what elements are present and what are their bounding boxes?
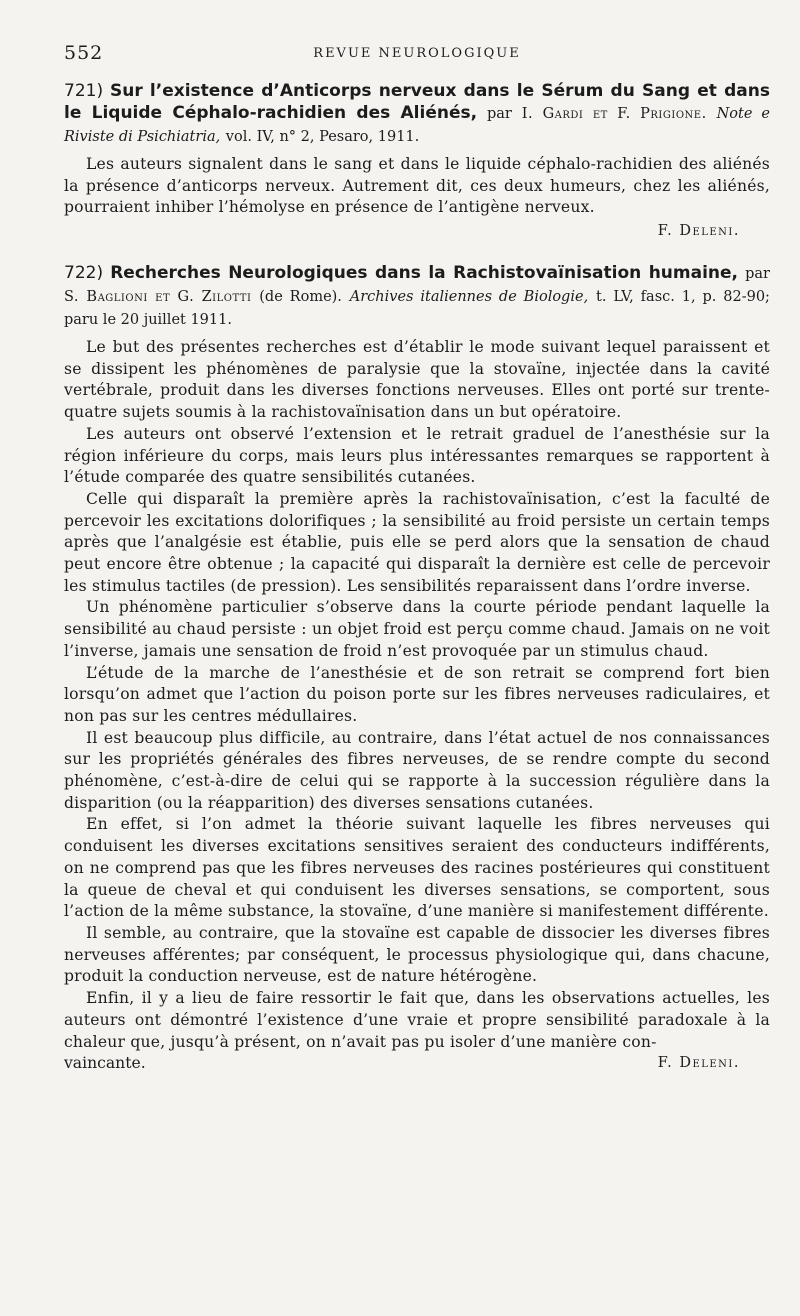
article-authors: S. Baglioni et G. Zilotti — [64, 289, 252, 305]
article-number: 721) — [64, 81, 104, 101]
signature: F. Deleni. — [657, 223, 740, 240]
article-722 — [64, 262, 770, 1075]
running-title: REVUE NEUROLOGIQUE — [313, 46, 521, 61]
by-word: par — [487, 106, 512, 122]
paragraph: Un phénomène particulier s’observe dans la courte période pendant laquelle la sensibilité au chaud persiste : un objet froid est perçu comme chaud. Jamais on ne voit l’inverse, jamais une sensation de froid n’est provoquée par un stimulus chaud. — [64, 598, 770, 660]
journal-name: Archives italiennes de Biologie, — [349, 289, 589, 305]
paragraph: Le but des présentes recherches est d’établir le mode suivant lequel paraissent et se dissipent les phénomènes de paralysie que la stovaïne, injectée dans la cavité vertébrale, produit dans les diverses fonctions nerveuses. Elles ont porté sur trente-quatre sujets soumis à la rachistovaïnisation dans un but opératoire. — [64, 338, 770, 422]
article-number: 722) — [64, 263, 104, 283]
article-title: Sur l’existence d’Anticorps nerveux dans le Sérum du Sang et dans le Liquide Céphalo-rachidien des Aliénés, — [64, 81, 770, 123]
paragraph: En effet, si l’on admet la théorie suivant laquelle les fibres nerveuses qui conduisent les diverses excitations sensitives seraient des conducteurs indifférents, on ne comprend pas que les fibres nerveuses des racines postérieures qui constituent la queue de cheval et qui conduisent les diverses sensations, se comportent, sous l’action de la même substance, la stovaïne, d’une manière si manifestement différente. — [64, 815, 770, 921]
article-heading — [64, 80, 770, 148]
article-title: Recherches Neurologiques dans la Rachistovaïnisation humaine, — [110, 263, 739, 283]
page-header — [64, 42, 770, 66]
article-body — [64, 337, 770, 1075]
article-heading — [64, 262, 770, 331]
paragraph: Les auteurs ont observé l’extension et le retrait graduel de l’anesthésie sur la région inférieure du corps, mais leurs plus intéressantes remarques se rapportent à l’étude comparée des quatre sensibilités cutanées. — [64, 424, 770, 487]
paragraph: Celle qui disparaît la première après la rachistovaïnisation, c’est la faculté de percevoir les excitations dolorifiques ; la sensibilité au froid persiste un certain temps après que l’analgésie est établie, puis elle se perd alors que la sensation de chaud peut encore être obtenue ; la capacité qui disparaît la dernière est celle de percevoir les stimulus tactiles (de pression). Les sensibilités reparaissent dans l’ordre inverse. — [64, 489, 770, 595]
author-place: (de Rome). — [259, 289, 342, 305]
citation: t. LV, fasc. 1, p. 82-90; paru le 20 juillet 1911. — [64, 289, 770, 328]
journal-name: Note e Riviste di Psichiatria, — [64, 106, 770, 145]
by-word: par — [745, 266, 770, 282]
signature: F. Deleni. — [657, 1055, 740, 1072]
last-line-text: vaincante. — [64, 1054, 146, 1073]
article-721 — [64, 80, 770, 241]
paragraph: Enfin, il y a lieu de faire ressortir le fait que, dans les observations actuelles, les auteurs ont démontré l’existence d’une vraie et propre sensibilité paradoxale à la chaleur que, jusqu’à présent, on n’avait pas pu isoler d’une manière con- — [64, 989, 770, 1051]
citation: vol. IV, n° 2, Pesaro, 1911. — [225, 129, 420, 145]
page-number: 552 — [64, 42, 104, 64]
paragraph: Les auteurs signalent dans le sang et dans le liquide céphalo-rachidien des aliénés la présence d’anticorps nerveux. Autrement dit, ces deux humeurs, chez les aliénés, pourraient inhiber l’hémolyse en présence de l’antigène nerveux. — [64, 155, 770, 217]
paragraph: Il est beaucoup plus difficile, au contraire, dans l’état actuel de nos connaissances sur les propriétés générales des fibres nerveuses, de se rendre compte du second phénomène, c’est-à-dire de celui qui se rapporte à la succession régulière dans la disparition (ou la réapparition) des diverses sensations cutanées. — [64, 728, 770, 812]
paragraph: Il semble, au contraire, que la stovaïne est capable de dissocier les diverses fibres nerveuses afférentes; par conséquent, le processus physiologique qui, dans chacune, produit la conduction nerveuse, est de nature hétérogène. — [64, 923, 770, 986]
article-body — [64, 154, 770, 219]
article-authors: I. Gardi et F. Prigione. — [521, 106, 707, 122]
paragraph: L’étude de la marche de l’anesthésie et de son retrait se comprend fort bien lorsqu’on admet que l’action du poison porte sur les fibres nerveuses radiculaires, et non pas sur les centres médullaires. — [64, 663, 770, 725]
closing-line — [64, 1053, 770, 1075]
